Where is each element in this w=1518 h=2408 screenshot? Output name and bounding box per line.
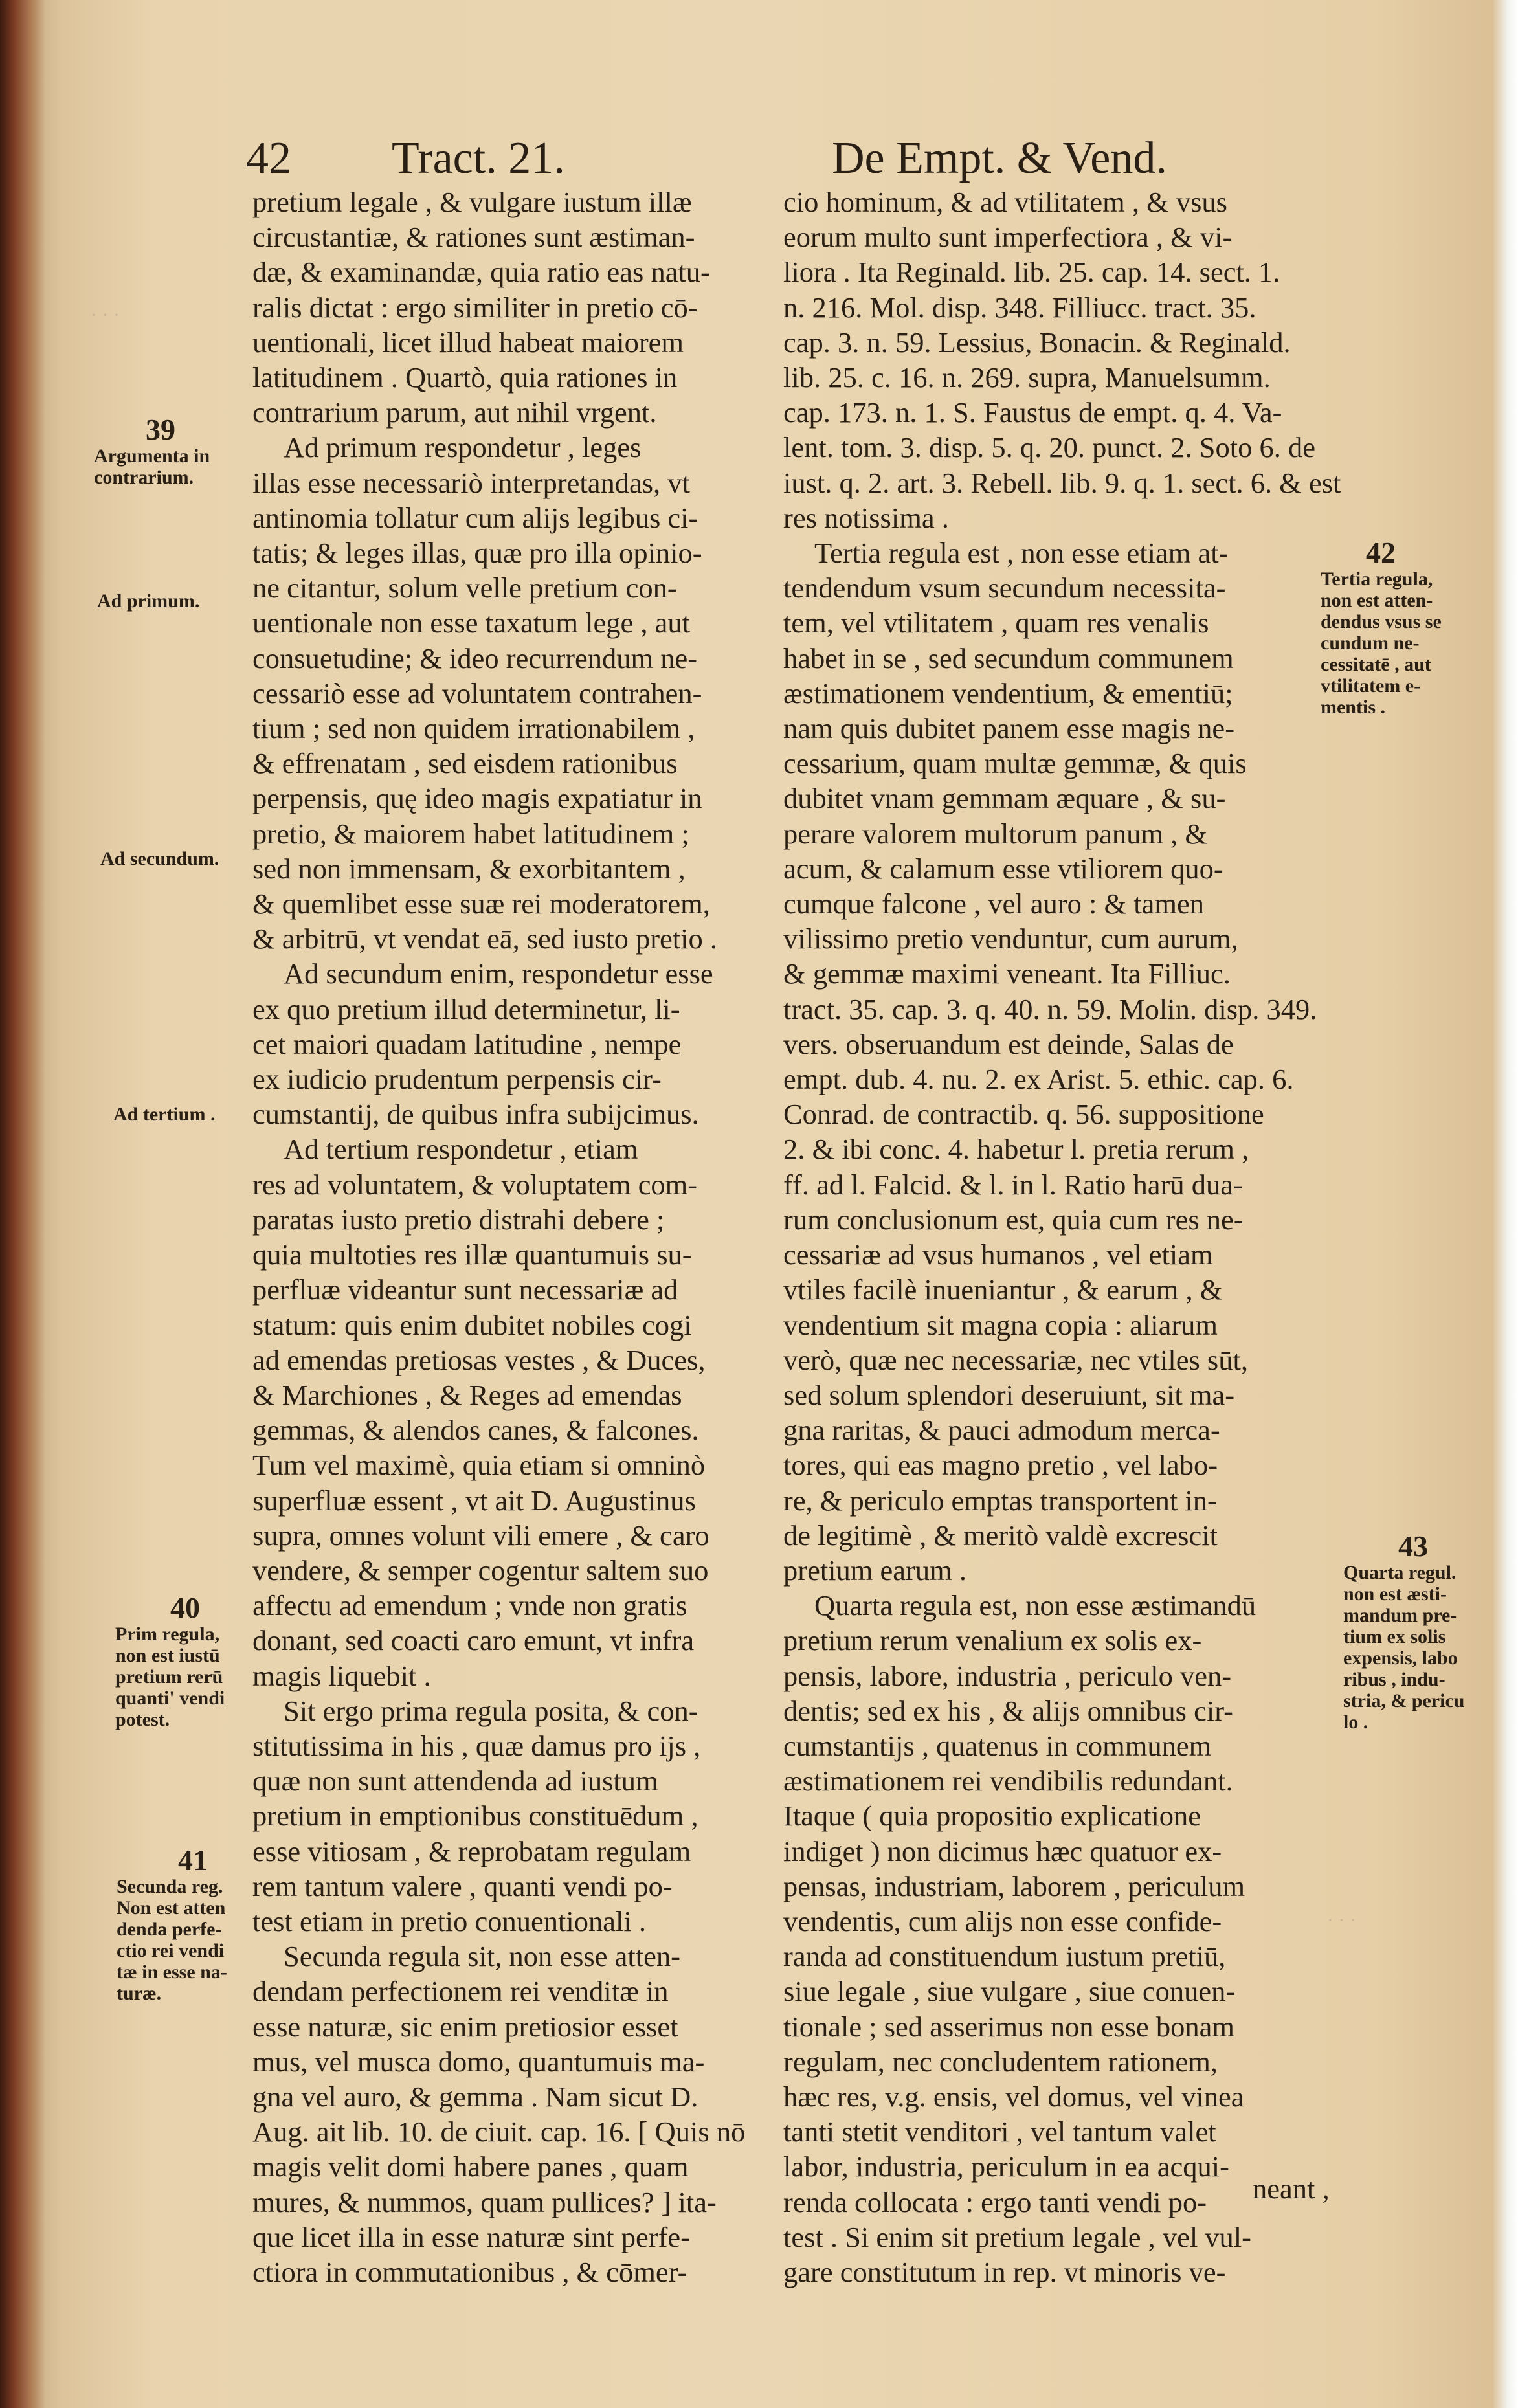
text-line: æstimationem rei vendibilis redundant. [783,1765,1233,1798]
left-running-title: Tract. 21. [392,133,565,183]
text-line: illas esse necessariò interpretandas, vt [252,466,690,499]
text-line: tanti stetit venditori , vel tantum valet [783,2115,1216,2148]
text-line: mures, & nummos, quam pullices? ] ita- [252,2185,717,2218]
right-running-title: De Empt. & Vend. [832,133,1167,183]
margin-note-line: Tertia regula, [1321,568,1433,590]
text-line: antinomia tollatur cum alijs legibus ci- [252,501,698,534]
text-line: cet maiori quadam latitudine , nempe [252,1027,682,1060]
text-line: circustantiæ, & rationes sunt æstiman- [252,221,695,254]
text-line: pensis, labore, industria , periculo ven- [783,1659,1232,1692]
text-line: ne citantur, solum velle pretium con- [252,572,677,605]
paragraph-number: 41 [178,1844,208,1877]
margin-note-line: Secunda reg. [117,1876,223,1897]
text-line: vendentium sit magna copia : aliarum [783,1308,1218,1341]
text-line: labor, industria, periculum in ea acqui- [783,2150,1229,2183]
text-line: pretium earum . [783,1554,966,1587]
text-line: 2. & ibi conc. 4. habetur l. pretia rerum , [783,1133,1249,1166]
text-line: superfluæ essent , vt ait D. Augustinus [252,1484,696,1517]
margin-note-line: non est iustū [115,1645,220,1666]
margin-note-line: ctio rei vendi [117,1940,225,1961]
text-line: esse naturæ, sic enim pretiosior esset [252,2010,678,2043]
text-line: verò, quæ nec necessariæ, nec vtiles sūt, [783,1343,1248,1376]
margin-note-line: stria, & pericu [1343,1690,1465,1711]
text-line: Secunda regula sit, non esse atten- [284,1940,680,1973]
text-line: latitudinem . Quartò, quia rationes in [252,361,678,394]
text-line: perpensis, quę ideo magis expatiatur in [252,782,702,815]
text-line: tores, qui eas magno pretio , vel labo- [783,1449,1218,1482]
text-line: cessariæ ad vsus humanos , vel etiam [783,1238,1213,1271]
text-line: test . Si enim sit pretium legale , vel vul- [783,2220,1251,2253]
text-line: Tum vel maximè, quia etiam si omninò [252,1449,706,1482]
text-line: tem, vel vtilitatem , quam res venalis [783,607,1209,640]
text-line: contrarium parum, aut nihil vrgent. [252,396,657,429]
text-line: ad emendas pretiosas vestes , & Duces, [252,1343,706,1376]
text-line: indiget ) non dicimus hæc quatuor ex- [783,1834,1222,1867]
text-line: ex iudicio prudentum perpensis cir- [252,1063,662,1096]
text-line: tract. 35. cap. 3. q. 40. n. 59. Molin. disp. 349. [783,992,1317,1025]
text-line: uentionali, licet illud habeat maiorem [252,326,684,359]
text-line: & Marchiones , & Reges ad emendas [252,1378,682,1411]
text-line: cio hominum, & ad vtilitatem , & vsus [783,186,1227,218]
text-line: magis liquebit . [252,1659,431,1692]
text-line: cessariò esse ad voluntatem contrahen- [252,676,702,709]
text-line: eorum multo sunt imperfectiora , & vi- [783,221,1233,254]
text-line: acum, & calamum esse vtiliorem quo- [783,852,1223,885]
margin-note-line: contrarium. [94,467,194,488]
text-line: Sit ergo prima regula posita, & con- [284,1694,698,1727]
text-line: Aug. ait lib. 10. de ciuit. cap. 16. [ Quis nō [252,2115,746,2148]
text-line: gemmas, & alendos canes, & falcones. [252,1414,699,1447]
paragraph-number: 42 [1366,536,1396,569]
right-text-column [783,184,1340,2290]
text-line: quia multoties res illæ quantumuis su- [252,1238,692,1271]
text-line: vendentis, cum alijs non esse confide- [783,1904,1222,1937]
paragraph-number: 43 [1398,1530,1428,1563]
margin-note-line: non est æsti- [1343,1583,1447,1605]
text-line: æstimationem vendentium, & ementiū; [783,676,1233,709]
text-line: renda collocata : ergo tanti vendi po- [783,2185,1207,2218]
margin-note-42 [1321,537,1442,718]
text-line: stitutissima in his , quæ damus pro ijs , [252,1729,701,1762]
text-line: statum: quis enim dubitet nobiles cogi [252,1308,692,1341]
text-line: pensas, industriam, laborem , periculum [783,1869,1245,1902]
text-line: mus, vel musca domo, quantumuis ma- [252,2045,705,2078]
text-line: pretio, & maiorem habet latitudinem ; [252,817,689,850]
text-line: cumstantij, de quibus infra subijcimus. [252,1098,699,1131]
text-line: pretium rerum venalium ex solis ex- [783,1624,1202,1657]
margin-note-line: mentis . [1321,697,1385,718]
text-line: hæc res, v.g. ensis, vel domus, vel vinea [783,2080,1244,2113]
text-line: ff. ad l. Falcid. & l. in l. Ratio harū dua- [783,1168,1243,1201]
margin-note-line: Ad tertium . [113,1104,216,1125]
margin-note-ad-primum [97,590,199,612]
text-line: lib. 25. c. 16. n. 269. supra, Manuelsumm. [783,361,1271,394]
text-line: gare constitutum in rep. vt minoris ve- [783,2255,1226,2288]
text-line: nam quis dubitet panem esse magis ne- [783,712,1235,745]
margin-note-line: vtilitatem e- [1321,675,1421,697]
text-line: perare valorem multorum panum , & [783,817,1207,850]
text-line: gna raritas, & pauci admodum merca- [783,1414,1220,1447]
text-line: cumque falcone , vel auro : & tamen [783,887,1204,920]
margin-note-line: expensis, labo [1343,1647,1458,1669]
text-line: regulam, nec concludentem rationem, [783,2045,1218,2078]
text-line: pretium legale , & vulgare iustum illæ [252,186,692,218]
text-line: Ad primum respondetur , leges [284,431,642,464]
margin-note-39 [94,414,210,488]
margin-note-line: Argumenta in [94,445,210,467]
text-line: donant, sed coacti caro emunt, vt infra [252,1624,695,1657]
text-line: ralis dictat : ergo similiter in pretio cō- [252,291,698,324]
margin-note-ad-tertium [113,1104,215,1125]
text-line: & effrenatam , sed eisdem rationibus [252,747,678,780]
margin-note-line: pretium rerū [115,1666,223,1688]
text-line: & quemlibet esse suæ rei moderatorem, [252,887,710,920]
text-line: & arbitrū, vt vendat eā, sed iusto pretio . [252,922,717,955]
text-line: gna vel auro, & gemma . Nam sicut D. [252,2080,698,2113]
show-through-marks: · · · [1327,1910,1356,1931]
text-line: lent. tom. 3. disp. 5. q. 20. punct. 2. Soto 6. de [783,431,1315,464]
text-line: vilissimo pretio venduntur, cum aurum, [783,922,1238,955]
paragraph-number: 40 [170,1591,200,1624]
text-line: magis velit domi habere panes , quam [252,2150,689,2183]
margin-note-line: dendus vsus se [1321,611,1442,632]
text-line: Conrad. de contractib. q. 56. suppositione [783,1098,1264,1131]
left-text-column [252,184,780,2290]
show-through-marks: · · · [91,304,120,326]
text-line: tendendum vsum secundum necessita- [783,572,1226,605]
text-line: habet in se , sed secundum communem [783,641,1234,674]
text-line: dæ, & examinandæ, quia ratio eas natu- [252,256,710,289]
margin-note-line: lo . [1343,1711,1368,1733]
margin-note-line: Ad primum. [97,590,200,612]
text-line: de legitimè , & meritò valdè excrescit [783,1519,1218,1552]
text-line: cap. 3. n. 59. Lessius, Bonacin. & Reginald. [783,326,1291,359]
text-line: cessarium, quam multæ gemmæ, & quis [783,747,1247,780]
text-line: rem tantum valere , quanti vendi po- [252,1869,673,1902]
text-line: tium ; sed non quidem irrationabilem , [252,712,695,745]
text-line: perfluæ videantur sunt necessariæ ad [252,1273,678,1306]
paragraph-number: 39 [146,413,175,446]
margin-note-line: ribus , indu- [1343,1669,1445,1690]
text-line: Itaque ( quia propositio explicatione [783,1800,1201,1833]
margin-note-line: denda perfe- [117,1919,222,1940]
text-line: tatis; & leges illas, quæ pro illa opinio- [252,537,702,570]
margin-note-ad-secundum [100,848,219,869]
margin-note-line: Ad secundum. [100,848,219,869]
text-line: siue legale , siue vulgare , siue conuen- [783,1975,1236,2008]
margin-note-41 [117,1845,227,2004]
text-line: dubitet vnam gemmam æquare , & su- [783,782,1226,815]
text-line: re, & periculo emptas transportent in- [783,1484,1217,1517]
margin-note-43 [1343,1531,1464,1733]
margin-note-line: potest. [115,1709,170,1730]
margin-note-line: cundum ne- [1321,632,1420,654]
text-line: iust. q. 2. art. 3. Rebell. lib. 9. q. 1. sect. 6. & est [783,466,1341,499]
catchword: neant , [1253,2172,1330,2205]
margin-note-line: Non est atten [117,1897,226,1919]
text-line: paratas iusto pretio distrahi debere ; [252,1203,665,1236]
text-line: quæ non sunt attendenda ad iustum [252,1765,658,1798]
margin-note-line: mandum pre- [1343,1605,1457,1626]
margin-note-line: Quarta regul. [1343,1562,1457,1583]
text-line: pretium in emptionibus constituēdum , [252,1800,698,1833]
text-line: sed solum splendori deseruiunt, sit ma- [783,1378,1235,1411]
text-line: n. 216. Mol. disp. 348. Filliucc. tract. 35. [783,291,1256,324]
text-line: dendam perfectionem rei venditæ in [252,1975,669,2008]
text-line: tionale ; sed asserimus non esse bonam [783,2010,1235,2043]
margin-note-40 [115,1592,225,1730]
text-line: affectu ad emendum ; vnde non gratis [252,1589,687,1622]
margin-note-line: tium ex solis [1343,1626,1446,1647]
text-line: cap. 173. n. 1. S. Faustus de empt. q. 4. Va- [783,396,1282,429]
text-line: randa ad constituendum iustum pretiū, [783,1940,1226,1973]
text-line: vtiles facilè inueniantur , & earum , & [783,1273,1223,1306]
text-line: que licet illa in esse naturæ sint perfe- [252,2220,690,2253]
text-line: empt. dub. 4. nu. 2. ex Arist. 5. ethic. cap. 6. [783,1063,1294,1096]
text-line: liora . Ita Reginald. lib. 25. cap. 14. sect. 1. [783,256,1280,289]
text-line: vendere, & semper cogentur saltem suo [252,1554,709,1587]
text-line: Ad tertium respondetur , etiam [284,1133,638,1166]
margin-note-line: quanti' vendi [115,1688,225,1709]
margin-note-line: turæ. [117,1983,162,2004]
text-line: res notissima . [783,501,949,534]
text-line: consuetudine; & ideo recurrendum ne- [252,641,698,674]
text-line: & gemmæ maximi veneant. Ita Filliuc. [783,957,1231,990]
page-right-edge [1492,0,1518,2408]
text-line: ex quo pretium illud determinetur, li- [252,992,680,1025]
text-line: vers. obseruandum est deinde, Salas de [783,1027,1234,1060]
text-line: esse vitiosam , & reprobatam regulam [252,1834,691,1867]
margin-note-line: tæ in esse na- [117,1961,227,1983]
text-line: Tertia regula est , non esse etiam at- [814,537,1229,570]
text-line: Ad secundum enim, respondetur esse [284,957,713,990]
page-number: 42 [246,133,291,183]
text-line: supra, omnes volunt vili emere , & caro [252,1519,709,1552]
margin-note-line: Prim regula, [115,1623,220,1645]
text-line: cumstantijs , quatenus in communem [783,1729,1212,1762]
text-line: test etiam in pretio conuentionali . [252,1904,647,1937]
margin-note-line: cessitatē , aut [1321,654,1431,675]
text-line: res ad voluntatem, & voluptatem com- [252,1168,698,1201]
page-left-edge [0,0,45,2408]
text-line: dentis; sed ex his , & alijs omnibus cir- [783,1694,1233,1727]
text-line: ctiora in commutationibus , & cōmer- [252,2255,687,2288]
text-line: Quarta regula est, non esse æstimandū [814,1589,1256,1622]
text-line: sed non immensam, & exorbitantem , [252,852,686,885]
text-line: uentionale non esse taxatum lege , aut [252,607,690,640]
margin-note-line: non est atten- [1321,590,1433,611]
text-line: rum conclusionum est, quia cum res ne- [783,1203,1244,1236]
